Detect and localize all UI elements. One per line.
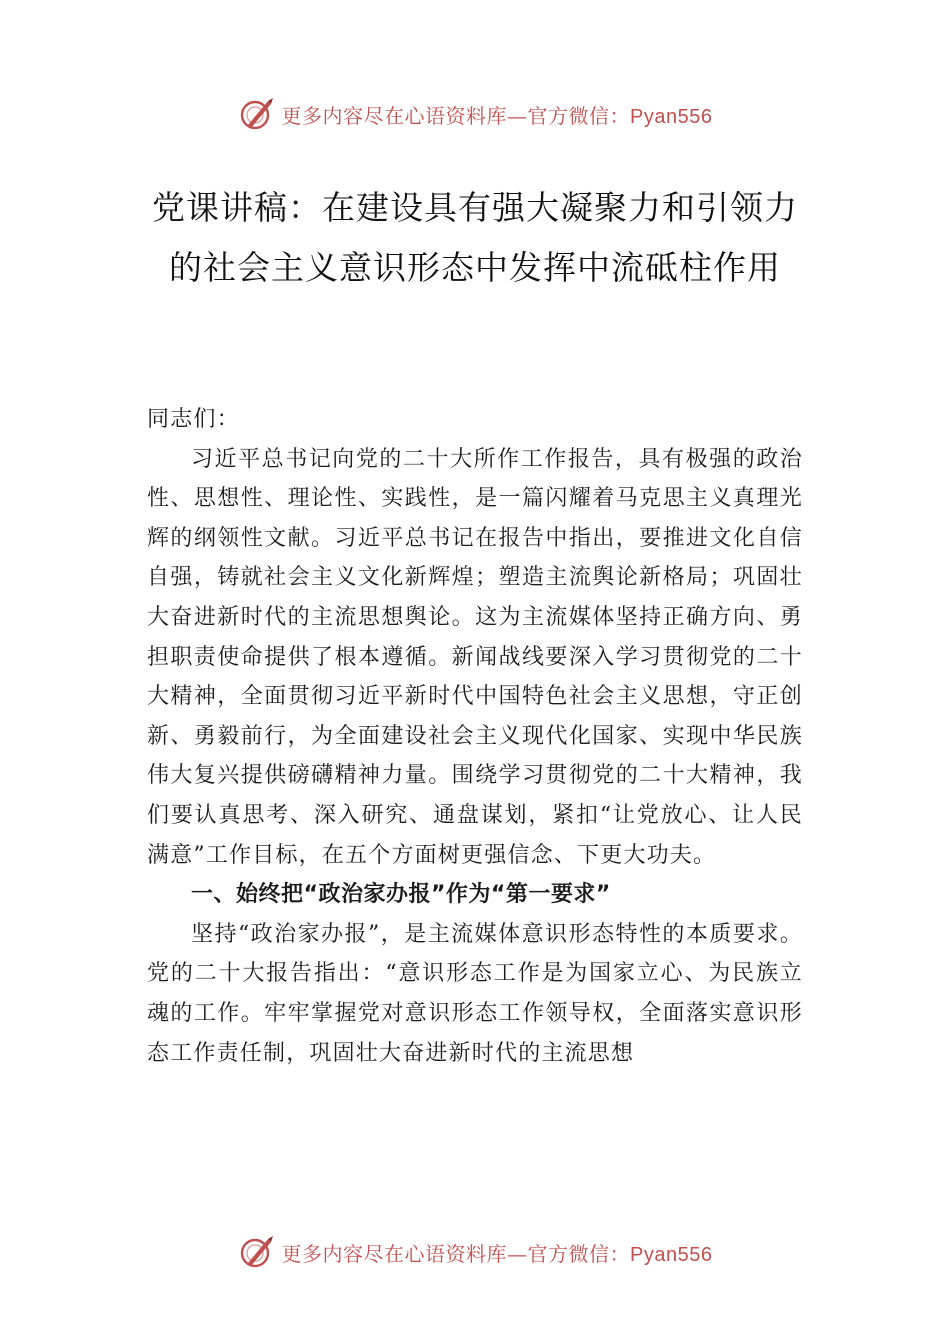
watermark-label: 更多内容尽在心语资料库—官方微信： <box>281 103 631 128</box>
watermark-text <box>282 100 713 129</box>
body-paragraph: 习近平总书记向党的二十大所作工作报告，具有极强的政治性、思想性、理论性、实践性，是一篇闪耀着马克思主义真理光辉的纲领性文献。习近平总书记在报告中指出，要推进文化自信自强，铸就社会主义文化新辉煌；塑造主流舆论新格局；巩固壮大奋进新时代的主流思想舆论。这为主流媒体坚持正确方向、勇担职责使命提供了根本遵循。新闻战线要深入学习贯彻党的二十大精神，全面贯彻习近平新时代中国特色社会主义思想，守正创新、勇毅前行，为全面建设社会主义现代化国家、实现中华民族伟大复兴提供磅礴精神力量。围绕学习贯彻党的二十大精神，我们要认真思考、深入研究、通盘谋划，紧扣“让党放心、让人民满意”工作目标，在五个方面树更强信念、下更大功夫。 <box>147 446 803 868</box>
quill-pen-logo-icon <box>238 95 276 133</box>
watermark-label: 更多内容尽在心语资料库—官方微信： <box>281 1241 631 1266</box>
wechat-account: Pyan556 <box>630 1243 713 1266</box>
salutation: 同志们： <box>147 407 240 432</box>
quill-pen-logo-icon <box>238 1233 276 1271</box>
body-paragraph: 坚持“政治家办报”，是主流媒体意识形态特性的本质要求。党的二十大报告指出：“意识形态工作是为国家立心、为民族立魂的工作。牢牢掌握党对意识形态工作领导权，全面落实意识形态工作责任制，巩固壮大奋进新时代的主流思想 <box>147 921 803 1066</box>
watermark-text <box>282 1238 713 1267</box>
section-heading: 一、始终把“政治家办报”作为“第一要求” <box>191 882 611 908</box>
document-title: 党课讲稿：在建设具有强大凝聚力和引领力的社会主义意识形态中发挥中流砥柱作用 <box>152 188 798 287</box>
document-body <box>147 400 803 1073</box>
header-watermark-banner <box>0 92 950 136</box>
footer-watermark-banner <box>0 1230 950 1274</box>
wechat-account: Pyan556 <box>630 105 713 128</box>
